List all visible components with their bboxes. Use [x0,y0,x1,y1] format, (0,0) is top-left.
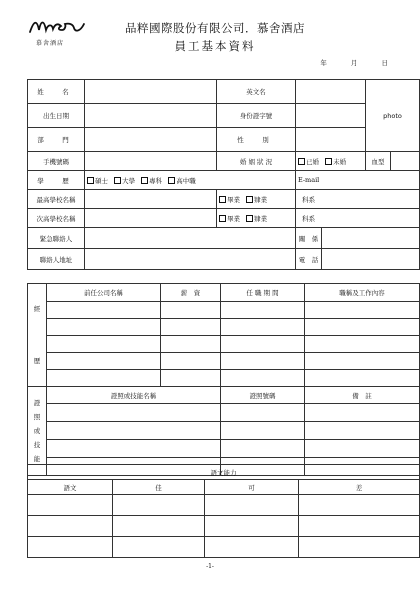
exp-cell[interactable] [47,302,161,319]
license-cell[interactable] [305,440,420,458]
license-cell[interactable] [47,422,221,440]
name-field[interactable] [85,80,217,104]
email-cell[interactable] [296,171,420,190]
exp-cell[interactable] [47,336,161,353]
musa-logo-icon [28,14,88,36]
english-name-field[interactable] [296,80,366,104]
form-title: 員工基本資料 [174,39,256,53]
exp-cell[interactable] [305,302,420,319]
exp-cell[interactable] [47,319,161,336]
lang-cell[interactable] [113,516,205,537]
emergency-contact-label: 緊急聯絡人 [28,228,85,249]
lang-cell[interactable] [205,537,299,558]
id-number-label: 身份證字號 [217,104,296,128]
birth-label: 出生日期 [28,104,85,128]
photo-box: photo [366,80,420,152]
second-dept-label: 科系 [302,214,316,223]
second-dept-cell[interactable] [296,209,420,228]
day-label: 日 [381,59,388,67]
exp-cell[interactable] [305,319,420,336]
exp-cell[interactable] [305,336,420,353]
marital-label: 婚 姻 狀 況 [217,152,296,171]
education-label: 學 歷 [28,171,85,190]
exp-cell[interactable] [221,302,305,319]
company-name: 品粹國際股份有限公司．慕舍酒店 [125,21,305,35]
lang-cell[interactable] [113,537,205,558]
lang-cell[interactable] [205,495,299,516]
lang-cell[interactable] [205,516,299,537]
year-label: 年 [320,59,327,67]
period-header: 任 職 期 間 [221,284,305,302]
experience-table [27,283,420,387]
second-school-field[interactable] [85,209,217,228]
exp-cell[interactable] [221,353,305,370]
name-label: 姓 名 [28,80,85,104]
logo-subtitle: 慕舍酒店 [36,40,65,47]
exp-cell[interactable] [305,370,420,387]
license-number-header: 證照號碼 [221,387,305,404]
exp-cell[interactable] [47,370,161,387]
company-logo [28,14,88,48]
highest-dept-label: 科系 [302,195,316,204]
dept-label: 部 門 [28,128,85,152]
second-school-label: 次高學校名稱 [28,209,85,228]
license-cell[interactable] [221,404,305,422]
mobile-label: 手機號碼 [28,152,85,171]
license-cell[interactable] [47,440,221,458]
experience-side-label: 經 歷 [28,284,47,387]
good-header: 佳 [113,480,205,495]
license-cell[interactable] [305,422,420,440]
single-checkbox[interactable] [325,158,332,165]
college-checkbox[interactable] [141,177,148,184]
month-label: 月 [350,59,358,67]
license-table [27,386,420,476]
fair-header: 可 [205,480,299,495]
exp-cell[interactable] [161,336,221,353]
lang-cell[interactable] [28,495,113,516]
exp-cell[interactable] [221,336,305,353]
exp-cell[interactable] [161,353,221,370]
email-label: E-mail [298,176,320,184]
highest-school-field[interactable] [85,190,217,209]
contact-address-label: 聯絡人地址 [28,249,85,270]
highest-dept-cell[interactable] [296,190,420,209]
relation-field[interactable] [322,228,420,249]
title-duties-header: 職稱及工作內容 [305,284,420,302]
second-grad-checkbox[interactable] [219,215,226,222]
salary-header: 薪 資 [161,284,221,302]
highschool-checkbox[interactable] [168,177,175,184]
second-school-status: 畢業 肄業 [217,209,296,228]
second-attend-checkbox[interactable] [246,215,253,222]
gender-field[interactable] [296,128,366,152]
lang-cell[interactable] [299,516,420,537]
basic-info-table [27,79,420,270]
lang-cell[interactable] [299,495,420,516]
blood-field[interactable] [391,152,420,171]
prev-company-header: 前任公司名稱 [47,284,161,302]
exp-cell[interactable] [161,370,221,387]
master-checkbox[interactable] [87,177,94,184]
poor-header: 差 [299,480,420,495]
license-cell[interactable] [221,440,305,458]
exp-cell[interactable] [221,370,305,387]
highest-school-status: 畢業 肄業 [217,190,296,209]
mobile-field[interactable] [85,152,217,171]
lang-cell[interactable] [28,516,113,537]
education-options: 碩士 大學 專科 高中職 [85,171,296,190]
relation-label: 關 係 [296,228,322,249]
license-cell[interactable] [305,404,420,422]
dept-field[interactable] [85,128,217,152]
highest-grad-checkbox[interactable] [219,196,226,203]
phone-label: 電 話 [296,249,322,270]
id-number-field[interactable] [296,104,366,128]
gender-label: 性 別 [217,128,296,152]
contact-address-field[interactable] [85,249,296,270]
lang-cell[interactable] [28,537,113,558]
language-header: 語文 [28,480,113,495]
exp-cell[interactable] [47,353,161,370]
emergency-contact-field[interactable] [85,228,296,249]
exp-cell[interactable] [221,319,305,336]
lang-cell[interactable] [299,537,420,558]
english-name-label: 英文名 [217,80,296,104]
marital-options: 已婚 未婚 [296,152,366,171]
license-cell[interactable] [221,422,305,440]
exp-cell[interactable] [305,353,420,370]
language-table [27,464,420,558]
date-line [298,58,388,67]
highest-attend-checkbox[interactable] [246,196,253,203]
license-cell[interactable] [47,404,221,422]
blood-label: 血型 [366,152,391,171]
phone-field[interactable] [322,249,420,270]
license-side-label: 證 照 或 技 能 [28,387,47,476]
highest-school-label: 最高學校名稱 [28,190,85,209]
exp-cell[interactable] [161,302,221,319]
language-title: 語文能力 [28,465,420,480]
married-checkbox[interactable] [298,158,305,165]
university-checkbox[interactable] [114,177,121,184]
page-number: -1- [206,563,214,570]
license-name-header: 證照或技能名稱 [47,387,221,404]
exp-cell[interactable] [161,319,221,336]
remarks-header: 備 註 [305,387,420,404]
birth-field[interactable] [85,104,217,128]
lang-cell[interactable] [113,495,205,516]
